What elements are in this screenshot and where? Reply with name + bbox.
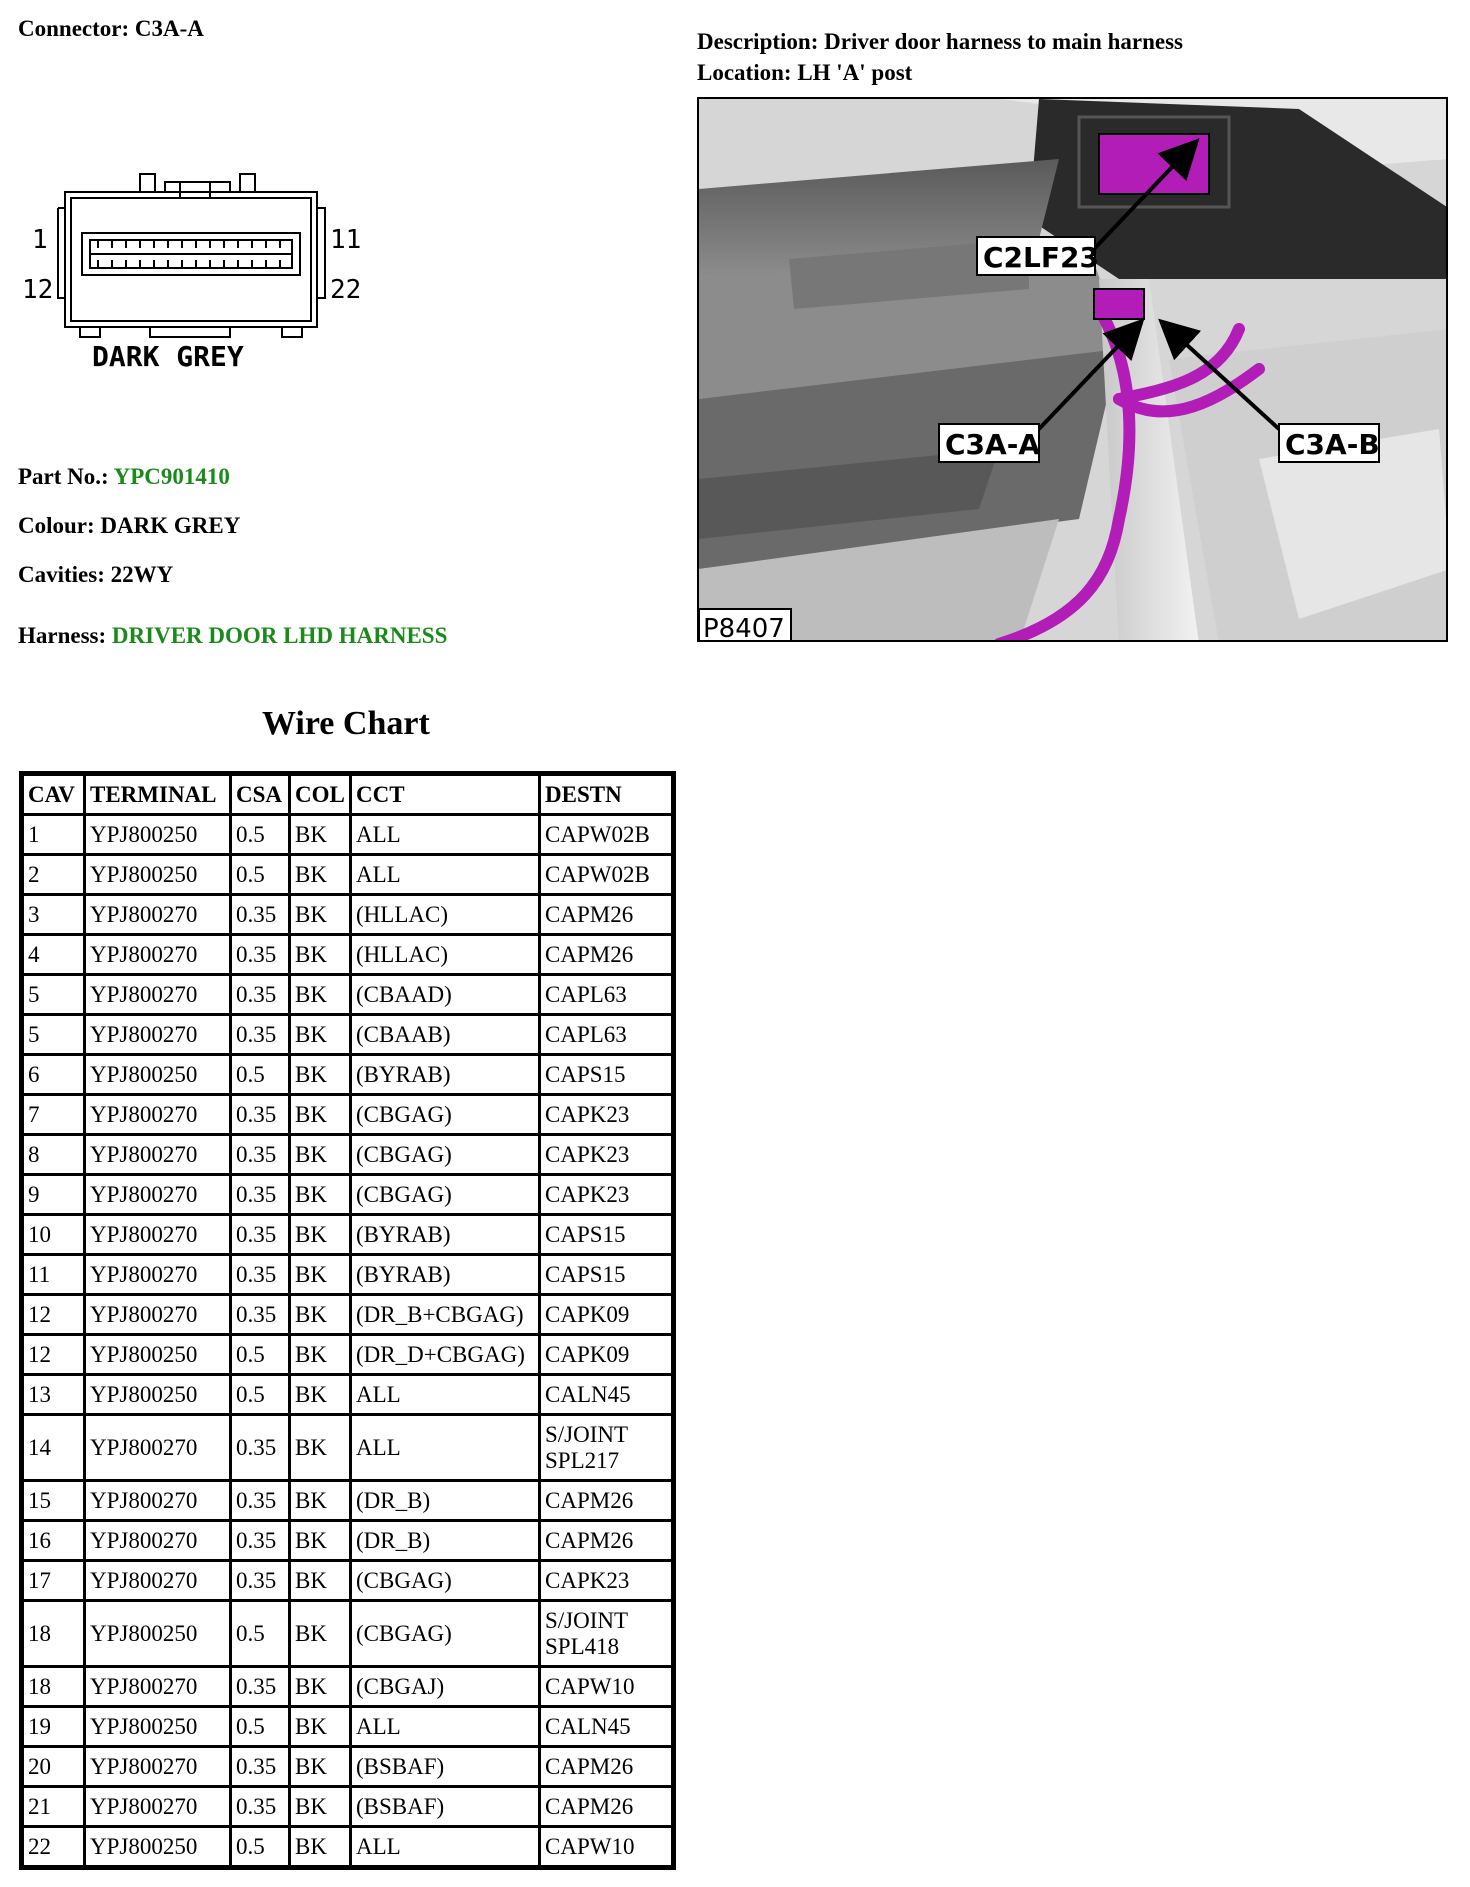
cell-cct: (DR_B) (352, 1522, 538, 1559)
cell-cct: (BYRAB) (352, 1256, 538, 1293)
cell-terminal: YPJ800270 (86, 1136, 229, 1173)
cell-terminal: YPJ800270 (86, 936, 229, 973)
cell-terminal: YPJ800270 (86, 1216, 229, 1253)
cell-csa: 0.5 (232, 1056, 288, 1093)
header-col: COL (291, 776, 349, 813)
cell-destn: CAPS15 (541, 1216, 671, 1253)
cell-csa: 0.35 (232, 1096, 288, 1133)
header-cct: CCT (352, 776, 538, 813)
cell-cav: 3 (24, 896, 83, 933)
cell-cav: 12 (24, 1336, 83, 1373)
figure-id: P8407 (703, 614, 785, 642)
cell-cav: 14 (24, 1416, 83, 1479)
cell-cct: (HLLAC) (352, 936, 538, 973)
wire-chart-body (24, 816, 671, 1865)
table-row (24, 1562, 671, 1599)
cell-destn: CAPM26 (541, 1482, 671, 1519)
part-no-line (18, 464, 240, 513)
cell-csa: 0.35 (232, 1522, 288, 1559)
cell-cav: 5 (24, 976, 83, 1013)
table-row (24, 856, 671, 893)
cell-cct: (CBGAG) (352, 1562, 538, 1599)
cell-cav: 8 (24, 1136, 83, 1173)
cell-cct: (DR_B) (352, 1482, 538, 1519)
cell-destn: CAPL63 (541, 1016, 671, 1053)
cell-terminal: YPJ800250 (86, 1336, 229, 1373)
cell-destn (541, 1416, 671, 1479)
colour-line (18, 513, 240, 562)
destn-line: SPL217 (545, 1447, 620, 1473)
cell-col: BK (291, 1096, 349, 1133)
cell-cav: 17 (24, 1562, 83, 1599)
harness-line (18, 623, 447, 649)
table-row (24, 896, 671, 933)
pin-label-1: 1 (32, 225, 48, 255)
cell-destn (541, 1602, 671, 1665)
cell-destn: CAPM26 (541, 1522, 671, 1559)
cell-cav: 19 (24, 1708, 83, 1745)
cell-destn: CAPM26 (541, 936, 671, 973)
cell-terminal: YPJ800270 (86, 1522, 229, 1559)
table-row (24, 1828, 671, 1865)
cell-terminal: YPJ800250 (86, 1376, 229, 1413)
table-row (24, 1788, 671, 1825)
wire-chart-table (19, 771, 676, 1870)
header-destn: DESTN (541, 776, 671, 813)
connector-colour-caption: DARK GREY (92, 340, 244, 373)
cell-col: BK (291, 1602, 349, 1665)
table-row (24, 1482, 671, 1519)
table-row (24, 936, 671, 973)
wire-chart-title: Wire Chart (262, 705, 430, 742)
cell-col: BK (291, 976, 349, 1013)
description-line (697, 26, 1183, 57)
cell-terminal: YPJ800270 (86, 1562, 229, 1599)
cell-terminal: YPJ800250 (86, 1708, 229, 1745)
connector-value: C3A-A (134, 16, 204, 41)
harness-value: DRIVER DOOR LHD HARNESS (111, 623, 448, 648)
cell-cct: (BYRAB) (352, 1056, 538, 1093)
cell-destn: CAPK23 (541, 1176, 671, 1213)
cell-col: BK (291, 856, 349, 893)
part-no-value: YPC901410 (113, 464, 230, 489)
cell-cav: 15 (24, 1482, 83, 1519)
cell-destn: CAPW10 (541, 1668, 671, 1705)
cell-cav: 11 (24, 1256, 83, 1293)
table-row (24, 976, 671, 1013)
cell-cav: 22 (24, 1828, 83, 1865)
table-row (24, 1096, 671, 1133)
cell-csa: 0.35 (232, 976, 288, 1013)
connector-outline (65, 192, 317, 327)
cell-terminal: YPJ800270 (86, 1788, 229, 1825)
cell-col: BK (291, 1668, 349, 1705)
cell-terminal: YPJ800270 (86, 1748, 229, 1785)
cell-destn: CALN45 (541, 1708, 671, 1745)
cell-cav: 2 (24, 856, 83, 893)
cell-cav: 13 (24, 1376, 83, 1413)
connector-label: Connector: (18, 16, 130, 41)
destn-line: S/JOINT (545, 1607, 629, 1633)
table-row (24, 1416, 671, 1479)
cell-destn: CAPK23 (541, 1562, 671, 1599)
cell-terminal: YPJ800270 (86, 1176, 229, 1213)
cell-cct: ALL (352, 816, 538, 853)
header-csa: CSA (232, 776, 288, 813)
table-row (24, 1216, 671, 1253)
cell-destn: CAPM26 (541, 1748, 671, 1785)
cell-cct: (CBGAG) (352, 1136, 538, 1173)
description-block (697, 26, 1183, 88)
colour-label: Colour: (18, 513, 95, 538)
cell-csa: 0.35 (232, 1788, 288, 1825)
table-row (24, 1136, 671, 1173)
table-row (24, 1016, 671, 1053)
description-value: Driver door harness to main harness (824, 29, 1183, 54)
table-row (24, 1056, 671, 1093)
cell-cav: 1 (24, 816, 83, 853)
location-value: LH 'A' post (797, 60, 913, 85)
cell-csa: 0.5 (232, 816, 288, 853)
header-cav: CAV (24, 776, 83, 813)
cell-cct: ALL (352, 1708, 538, 1745)
cell-cav: 21 (24, 1788, 83, 1825)
cell-csa: 0.35 (232, 896, 288, 933)
location-label: Location: (697, 60, 792, 85)
cell-destn: CAPM26 (541, 896, 671, 933)
cell-cct: (CBAAB) (352, 1016, 538, 1053)
cell-cct: ALL (352, 1376, 538, 1413)
cell-col: BK (291, 816, 349, 853)
cell-col: BK (291, 1828, 349, 1865)
cell-cav: 7 (24, 1096, 83, 1133)
table-row (24, 1708, 671, 1745)
cell-col: BK (291, 1296, 349, 1333)
cell-terminal: YPJ800270 (86, 1096, 229, 1133)
cell-cct: (DR_B+CBGAG) (352, 1296, 538, 1333)
pin-label-12: 12 (22, 275, 54, 305)
harness-label: Harness: (18, 623, 107, 648)
connector-title (18, 16, 204, 42)
cell-col: BK (291, 1056, 349, 1093)
cell-csa: 0.5 (232, 1376, 288, 1413)
cell-cct: (CBGAG) (352, 1602, 538, 1665)
cell-col: BK (291, 1708, 349, 1745)
cell-terminal: YPJ800270 (86, 1668, 229, 1705)
cell-cct: (HLLAC) (352, 896, 538, 933)
location-photo (697, 97, 1448, 642)
table-row (24, 1296, 671, 1333)
cell-cct: (BSBAF) (352, 1788, 538, 1825)
table-row (24, 1748, 671, 1785)
cell-terminal: YPJ800250 (86, 856, 229, 893)
cell-destn: CAPK09 (541, 1296, 671, 1333)
cell-csa: 0.35 (232, 1296, 288, 1333)
cell-cav: 20 (24, 1748, 83, 1785)
header-terminal: TERMINAL (86, 776, 229, 813)
cell-csa: 0.35 (232, 1176, 288, 1213)
cell-destn: CAPW02B (541, 816, 671, 853)
location-line (697, 57, 1183, 88)
cell-col: BK (291, 1482, 349, 1519)
cell-cct: ALL (352, 1416, 538, 1479)
cell-terminal: YPJ800250 (86, 1056, 229, 1093)
cell-cct: ALL (352, 1828, 538, 1865)
cell-cct: (CBAAD) (352, 976, 538, 1013)
cell-destn: CAPK23 (541, 1096, 671, 1133)
table-row (24, 1336, 671, 1373)
cell-destn: CAPM26 (541, 1788, 671, 1825)
cell-terminal: YPJ800270 (86, 1296, 229, 1333)
cell-col: BK (291, 1256, 349, 1293)
cell-cct: (BSBAF) (352, 1748, 538, 1785)
cell-cct: (CBGAG) (352, 1096, 538, 1133)
cell-destn: CAPS15 (541, 1056, 671, 1093)
cell-cct: (CBGAG) (352, 1176, 538, 1213)
cell-terminal: YPJ800250 (86, 816, 229, 853)
cell-col: BK (291, 1788, 349, 1825)
table-row (24, 1256, 671, 1293)
cell-cav: 18 (24, 1668, 83, 1705)
callout-c3a-b: C3A-B (1285, 428, 1380, 461)
cell-cav: 16 (24, 1522, 83, 1559)
callout-c3a-a: C3A-A (945, 428, 1040, 461)
cell-destn: CAPS15 (541, 1256, 671, 1293)
cell-destn: CALN45 (541, 1376, 671, 1413)
cell-terminal: YPJ800270 (86, 1416, 229, 1479)
table-row (24, 1602, 671, 1665)
cell-csa: 0.35 (232, 1256, 288, 1293)
cell-terminal: YPJ800250 (86, 1602, 229, 1665)
cell-col: BK (291, 936, 349, 973)
cell-csa: 0.5 (232, 856, 288, 893)
cell-cct: (BYRAB) (352, 1216, 538, 1253)
cell-cct: (CBGAJ) (352, 1668, 538, 1705)
cell-csa: 0.35 (232, 1416, 288, 1479)
cell-col: BK (291, 1376, 349, 1413)
cell-csa: 0.35 (232, 1668, 288, 1705)
pin-label-22: 22 (330, 275, 362, 305)
cell-col: BK (291, 1336, 349, 1373)
connector-diagram (20, 168, 380, 378)
cell-csa: 0.35 (232, 1136, 288, 1173)
cell-col: BK (291, 1176, 349, 1213)
cell-col: BK (291, 1016, 349, 1053)
cavities-line (18, 562, 240, 611)
cell-csa: 0.35 (232, 1016, 288, 1053)
cell-col: BK (291, 1562, 349, 1599)
cell-col: BK (291, 1416, 349, 1479)
cell-cav: 9 (24, 1176, 83, 1213)
location-photo-illustration (699, 99, 1448, 642)
part-info (18, 464, 240, 611)
cavities-label: Cavities: (18, 562, 105, 587)
destn-line: SPL418 (545, 1633, 620, 1659)
table-row (24, 816, 671, 853)
cell-csa: 0.35 (232, 936, 288, 973)
cell-col: BK (291, 1748, 349, 1785)
cell-destn: CAPW02B (541, 856, 671, 893)
cell-destn: CAPK23 (541, 1136, 671, 1173)
cell-cav: 10 (24, 1216, 83, 1253)
cell-col: BK (291, 896, 349, 933)
cell-terminal: YPJ800270 (86, 896, 229, 933)
cell-csa: 0.5 (232, 1708, 288, 1745)
callout-c2lf23: C2LF23 (983, 241, 1099, 274)
cell-terminal: YPJ800270 (86, 976, 229, 1013)
cell-cav: 12 (24, 1296, 83, 1333)
cell-cav: 4 (24, 936, 83, 973)
cell-csa: 0.35 (232, 1748, 288, 1785)
cell-cav: 18 (24, 1602, 83, 1665)
cell-csa: 0.35 (232, 1562, 288, 1599)
table-row (24, 1522, 671, 1559)
cell-col: BK (291, 1522, 349, 1559)
cell-terminal: YPJ800250 (86, 1828, 229, 1865)
cell-csa: 0.35 (232, 1482, 288, 1519)
cell-cav: 5 (24, 1016, 83, 1053)
cell-csa: 0.5 (232, 1828, 288, 1865)
destn-line: S/JOINT (545, 1421, 629, 1447)
table-row (24, 1176, 671, 1213)
cell-terminal: YPJ800270 (86, 1482, 229, 1519)
description-label: Description: (697, 29, 819, 54)
pin-label-11: 11 (330, 225, 362, 255)
colour-value: DARK GREY (100, 513, 241, 538)
cavities-value: 22WY (110, 562, 174, 587)
cell-cav: 6 (24, 1056, 83, 1093)
cell-terminal: YPJ800270 (86, 1256, 229, 1293)
part-no-label: Part No.: (18, 464, 109, 489)
cell-csa: 0.35 (232, 1216, 288, 1253)
cell-destn: CAPW10 (541, 1828, 671, 1865)
cell-cct: (DR_D+CBGAG) (352, 1336, 538, 1373)
cell-csa: 0.5 (232, 1602, 288, 1665)
table-row (24, 1376, 671, 1413)
cell-csa: 0.5 (232, 1336, 288, 1373)
cell-col: BK (291, 1136, 349, 1173)
wire-chart-header-row (24, 776, 671, 813)
cell-col: BK (291, 1216, 349, 1253)
table-row (24, 1668, 671, 1705)
cell-destn: CAPL63 (541, 976, 671, 1013)
cell-cct: ALL (352, 856, 538, 893)
cell-terminal: YPJ800270 (86, 1016, 229, 1053)
cell-destn: CAPK09 (541, 1336, 671, 1373)
